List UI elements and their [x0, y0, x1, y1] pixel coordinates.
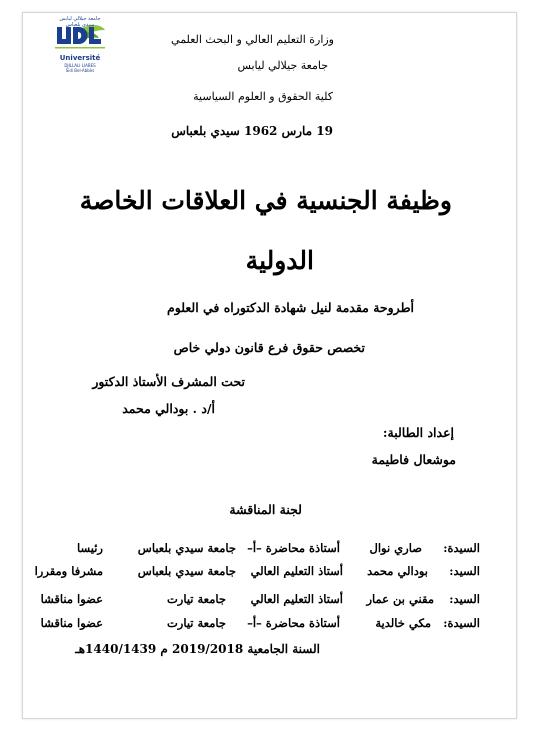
logo-line2: Sidi Bel-Abbès [65, 68, 95, 73]
supervisor-name: أ/د . بودالي محمد [122, 401, 215, 416]
university-line: جامعة جيلالي ليابس [237, 59, 328, 72]
student-name: موشعال فاطيمة [371, 452, 456, 467]
member-role: مشرفا ومقررا [34, 564, 103, 578]
logo-name: Université [59, 54, 101, 62]
supervisor-label: تحت المشرف الأستاذ الدكتور [92, 374, 245, 389]
logo-line1: DJILLALI LIABES [64, 63, 96, 68]
member-name: بودالي محمد [367, 564, 428, 578]
member-rank: أستاذة محاضرة –أ– [247, 616, 340, 630]
academic-year: السنة الجامعية 2019/2018 م 1440/1439هـ [75, 642, 320, 656]
member-rank: أستاذة محاضرة –أ– [247, 541, 340, 555]
member-role: رئيسا [77, 541, 103, 555]
member-name: صاري نوال [369, 541, 422, 555]
degree-line: أطروحة مقدمة لنيل شهادة الدكتوراه في العلوم [167, 300, 414, 315]
member-institution: جامعة سيدي بلعباس [137, 564, 236, 578]
member-title: السيد: [449, 564, 480, 578]
thesis-title-line2: الدولية [245, 246, 314, 275]
member-role: عضوا مناقشا [40, 592, 103, 606]
member-institution: جامعة تيارت [166, 592, 226, 606]
faculty-line: كلية الحقوق و العلوم السياسية [193, 90, 333, 103]
member-rank: أستاذ التعليم العالي [250, 592, 343, 606]
logo-arabic-text: جامعة جيلالي ليابس سيدي بلعباس [59, 16, 101, 28]
city-line: 19 مارس 1962 سيدي بلعباس [171, 124, 333, 138]
page-border [22, 12, 517, 719]
member-title: السيدة: [443, 541, 480, 555]
committee-heading: لجنة المناقشة [229, 502, 302, 517]
ministry-line: وزارة التعليم العالي و البحث العلمي [171, 33, 334, 46]
member-title: السيدة: [443, 616, 480, 630]
member-institution: جامعة سيدي بلعباس [137, 541, 236, 555]
member-title: السيد: [449, 592, 480, 606]
member-name: مكي خالدية [375, 616, 431, 630]
specialty-line: تخصص حقوق فرع قانون دولي خاص [173, 340, 365, 355]
member-institution: جامعة تيارت [166, 616, 226, 630]
member-role: عضوا مناقشا [40, 616, 103, 630]
member-rank: أستاذ التعليم العالي [250, 564, 343, 578]
prepared-label: إعداد الطالبة: [382, 425, 454, 440]
member-name: مقني بن عمار [366, 592, 434, 606]
university-logo [53, 16, 107, 74]
thesis-title-line1: وظيفة الجنسية في العلاقات الخاصة [79, 186, 452, 215]
